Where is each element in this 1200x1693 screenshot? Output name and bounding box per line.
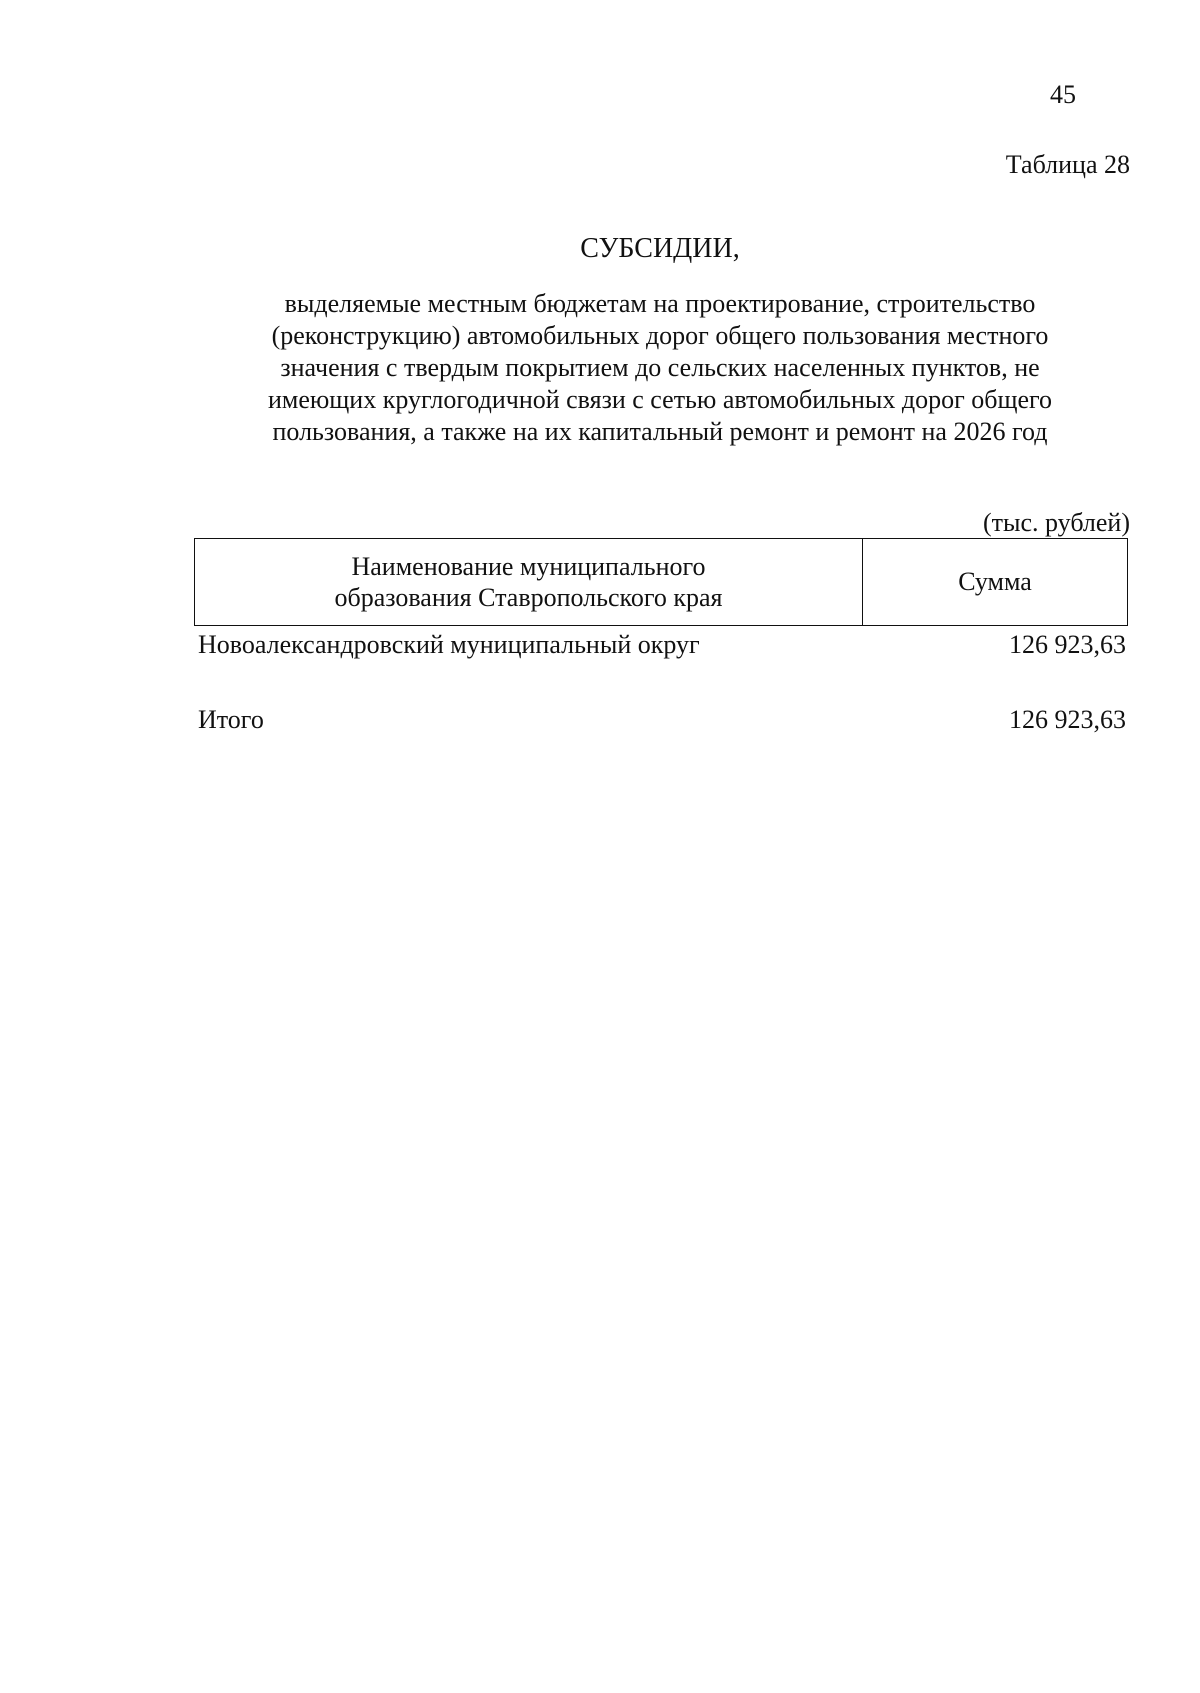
header-name-line: Наименование муниципального <box>351 552 706 581</box>
subtitle-line: (реконструкцию) автомобильных дорог общего пользования местного <box>271 321 1049 350</box>
subtitle-line: выделяемые местным бюджетам на проектирование, строительство <box>284 289 1036 318</box>
subtitle-line: пользования, а также на их капитальный ремонт и ремонт на 2026 год <box>272 417 1048 446</box>
header-name-cell <box>195 539 863 625</box>
row-name: Новоалександровский муниципальный округ <box>198 630 700 659</box>
subtitle-line: имеющих круглогодичной связи с сетью автомобильных дорог общего <box>267 385 1053 414</box>
row-sum: 126 923,63 <box>1009 630 1126 659</box>
total-sum: 126 923,63 <box>1009 705 1126 734</box>
header-sum-cell: Сумма <box>958 567 1032 596</box>
total-label: Итого <box>198 705 264 734</box>
page-number: 45 <box>1050 80 1076 109</box>
unit-note: (тыс. рублей) <box>982 508 1130 537</box>
document-title: СУБСИДИИ, <box>580 233 740 264</box>
table-label: Таблица 28 <box>1005 150 1130 179</box>
subtitle-line: значения с твердым покрытием до сельских населенных пунктов, не <box>280 353 1040 382</box>
total-row <box>198 705 1126 735</box>
header-name-line: образования Ставропольского края <box>334 583 723 612</box>
document-subtitle <box>220 288 1100 448</box>
table-row <box>198 630 1126 660</box>
table-header <box>194 538 1128 626</box>
